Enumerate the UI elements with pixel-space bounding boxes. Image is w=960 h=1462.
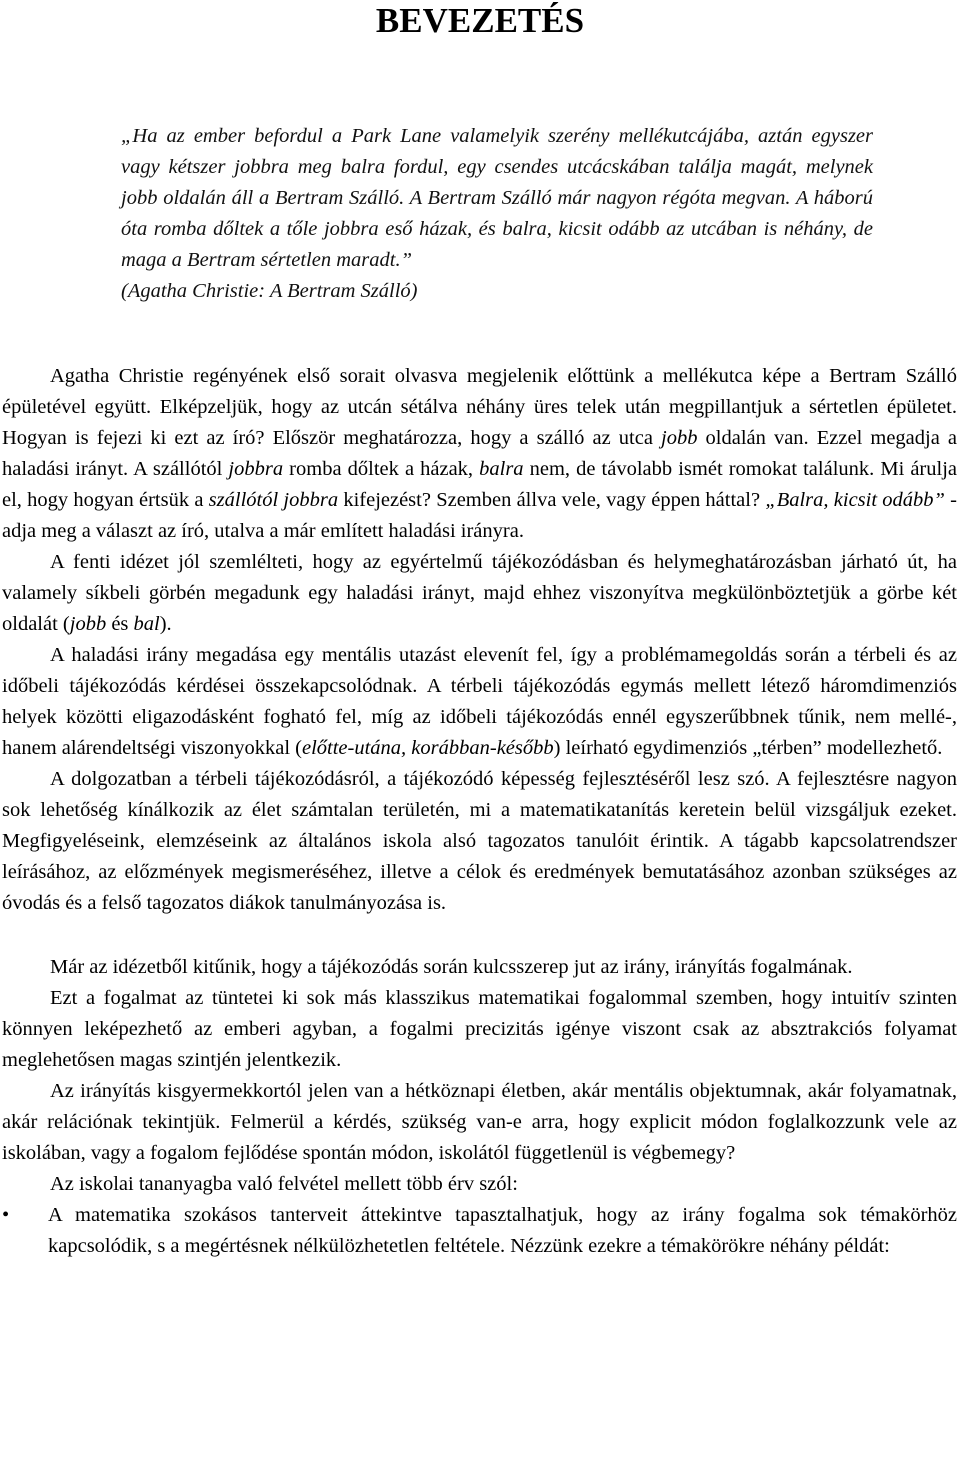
body-text — [2, 361, 957, 1262]
bullet-text: A matematika szokásos tanterveit áttekintve tapasztalhatjuk, hogy az irány fogalma sok témakörhöz kapcsolódik, s a megértésnek nélkülözhetetlen feltétele. Nézzünk ezekre a témakörökre néhány példát: — [48, 1204, 957, 1257]
paragraph: Az iskolai tananyagba való felvétel mellett több érv szól: — [50, 1173, 518, 1195]
page-title: BEVEZETÉS — [375, 1, 585, 40]
epigraph-quote — [121, 121, 873, 307]
paragraph: Ezt a fogalmat az tüntetei ki sok más klasszikus matematikai fogalommal szemben, hogy intuitív szinten könnyen leképezhető az emberi agyban, a fogalmi precizitás igénye viszont csak az absztrakciós folyamat meglehetősen magas szintjén jelentkezik. — [2, 987, 957, 1071]
paragraph: Már az idézetből kitűnik, hogy a tájékozódás során kulcsszerep jut az irány, irányítás fogalmának. — [50, 956, 853, 978]
paragraph: Agatha Christie regényének első sorait olvasva megjelenik előttünk a mellékutca képe a Bertram Szálló épületével együtt. Elképzeljük, hogy az utcán sétálva néhány üres telek után megpillantjuk a sértetlen épületet. Hogyan is fejezi ki ezt az író? Először meghatározza, hogy a szálló az utca jobb oldalán van. Ezzel megadja a haladási irányt. A szállótól jobbra romba dőltek a házak, balra nem, de távolabb ismét romokat találunk. Mi árulja el, hogy hogyan értsük a szállótól jobbra kifejezést? Szemben állva vele, vagy éppen háttal? „Balra, kicsit odább” - adja meg a választ az író, utalva a már említett haladási irányra. — [2, 365, 958, 542]
quote-text: „Ha az ember befordul a Park Lane valamelyik szerény mellékutcájába, aztán egyszer vagy kétszer jobbra meg balra fordul, egy csendes utcácskában találja magát, melynek jobb oldalán áll a Bertram Szálló. A Bertram Szálló már nagyon régóta megvan. A háború óta romba dőltek a tőle jobbra eső házak, és balra, kicsit odább az utcában is néhány, de maga a Bertram sértetlen maradt.” — [121, 125, 873, 271]
paragraph: A fenti idézet jól szemlélteti, hogy az egyértelmű tájékozódásban és helymeghatározásban járható út, ha valamely síkbeli görbén megadunk egy haladási irányt, majd ehhez viszonyítva megkülönböztetjük a görbe két oldalát (jobb és bal). — [2, 551, 957, 635]
bullet-icon: • — [2, 1204, 10, 1226]
paragraph-gap — [2, 919, 957, 952]
quote-source: (Agatha Christie: A Bertram Szálló) — [121, 280, 418, 302]
paragraph: Az irányítás kisgyermekkortól jelen van a hétköznapi életben, akár mentális objektumnak, akár folyamatnak, akár relációnak tekintjük. Felmerül a kérdés, szükség van-e arra, hogy explicit módon foglalkozzunk vele az iskolában, vagy a fogalom fejlődése spontán módon, iskolától függetlenül is végbemegy? — [2, 1080, 957, 1164]
paragraph: A haladási irány megadása egy mentális utazást elevenít fel, így a problémamegoldás során a térbeli és az időbeli tájékozódás kérdései összekapcsolódnak. A térbeli tájékozódás egymás mellett létező háromdimenziós helyek közötti eligazodásként fogható fel, míg az időbeli tájékozódás ennél egyszerűbbnek tűnik, nem mellé-, hanem alárendeltségi viszonyokkal (előtte-utána, korábban-később) leírható egydimenziós „térben” modellezhető. — [2, 644, 957, 759]
bullet-list-item — [2, 1200, 957, 1262]
paragraph: A dolgozatban a térbeli tájékozódásról, a tájékozódó képesség fejlesztéséről lesz szó. A fejlesztésre nagyon sok lehetőség kínálkozik az élet számtalan területén, mi a matematikatanítás keretein belül vizsgáljuk ezeket. Megfigyeléseink, elemzéseink az általános iskola alsó tagozatos tanulóit érintik. A tágabb kapcsolatrendszer leírásához, az előzmények megismeréséhez, illetve a célok és eredmények bemutatásához azonban szükséges az óvodás és a felső tagozatos diákok tanulmányozása is. — [2, 768, 957, 914]
